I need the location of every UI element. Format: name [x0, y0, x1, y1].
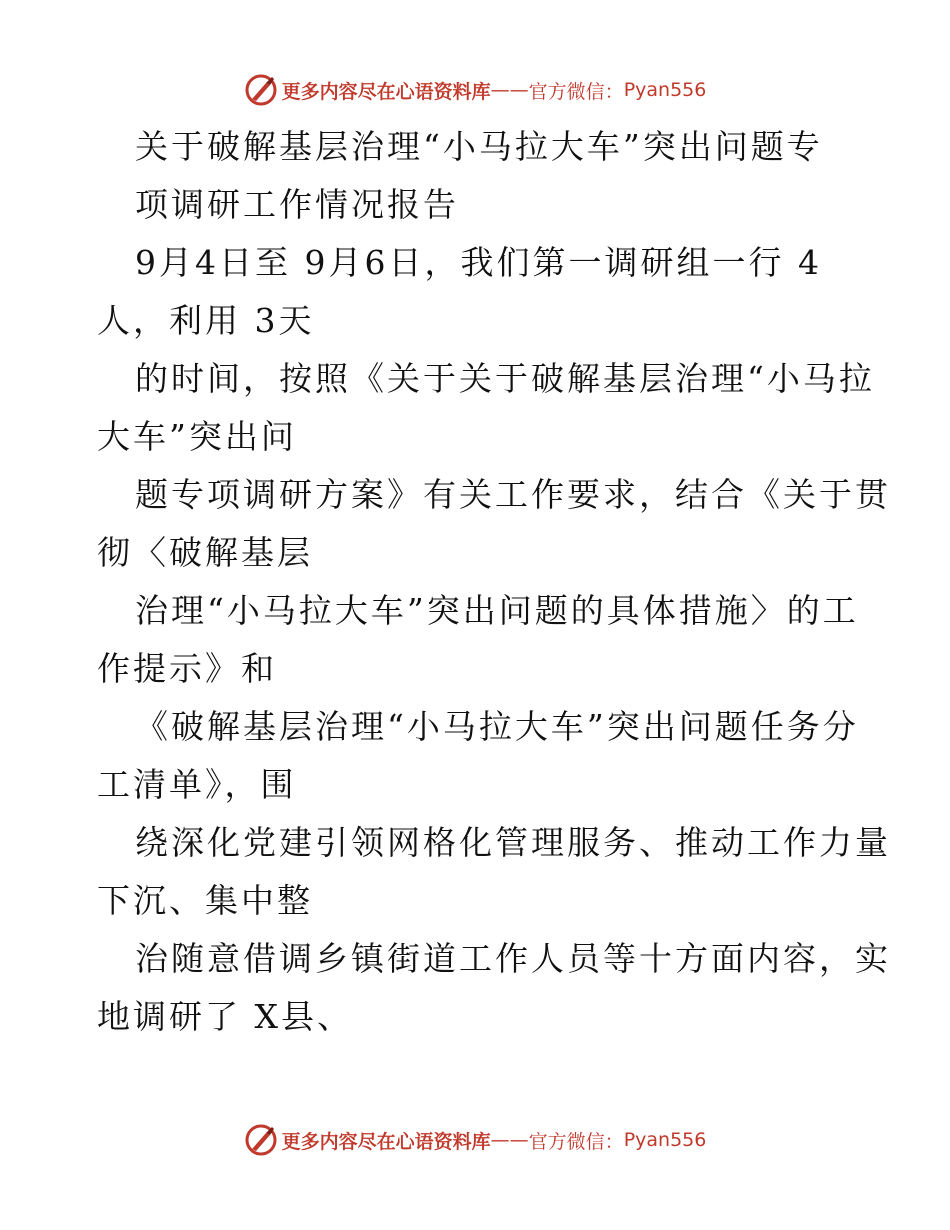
doc-line: 绕深化党建引领网格化管理服务、推动工作力量 — [135, 823, 891, 862]
footer-banner — [0, 1120, 950, 1160]
document-body — [97, 118, 891, 1046]
banner-title: 更多内容尽在心语资料库 — [281, 1130, 491, 1153]
doc-line: 《破解基层治理“小马拉大车”突出问题任务分 — [135, 707, 859, 746]
banner-separator: —— — [490, 1129, 529, 1151]
doc-line: 彻〈破解基层 — [97, 533, 313, 572]
banner-wechat-label: 官方微信： — [528, 80, 624, 103]
doc-line: 治随意借调乡镇街道工作人员等十方面内容，实 — [135, 939, 891, 978]
pen-quill-logo-icon — [244, 1123, 278, 1157]
banner-separator: —— — [490, 79, 529, 101]
header-banner — [0, 70, 950, 110]
doc-line: 作提示》和 — [97, 649, 277, 688]
doc-line: 人，利用 3天 — [97, 301, 315, 340]
doc-line: 下沉、集中整 — [97, 881, 313, 920]
doc-line: 题专项调研方案》有关工作要求，结合《关于贯 — [135, 475, 891, 514]
doc-line: 大车”突出问 — [97, 417, 297, 456]
doc-line: 地调研了 X县、 — [97, 997, 353, 1036]
doc-line: 治理“小马拉大车”突出问题的具体措施〉的工 — [135, 591, 859, 630]
doc-line: 关于破解基层治理“小马拉大车”突出问题专 — [135, 127, 823, 166]
doc-line: 的时间，按照《关于关于破解基层治理“小马拉 — [135, 359, 875, 398]
pen-quill-logo-icon — [244, 73, 278, 107]
doc-line: 工清单》，围 — [97, 765, 297, 804]
doc-line: 项调研工作情况报告 — [135, 185, 459, 224]
banner-wechat-label: 官方微信： — [528, 1130, 624, 1153]
doc-line: 9月4日至 9月6日，我们第一调研组一行 4 — [135, 243, 822, 282]
banner-wechat-id: Pyan556 — [623, 79, 707, 101]
banner-wechat-id: Pyan556 — [623, 1129, 707, 1151]
banner-title: 更多内容尽在心语资料库 — [281, 80, 491, 103]
